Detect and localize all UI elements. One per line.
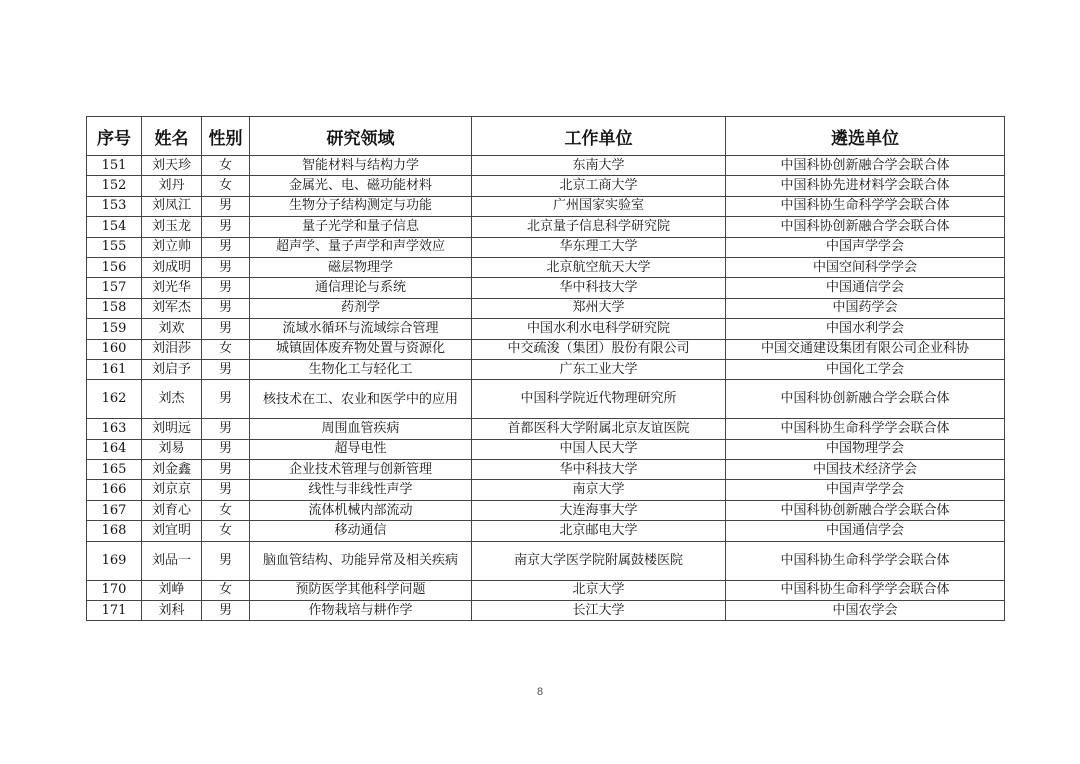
cell-gender: 男 [202,298,250,318]
cell-index: 161 [87,359,142,379]
table-row [87,339,1005,359]
table-row [87,601,1005,621]
header-work-unit: 工作单位 [472,117,726,156]
cell-research-field: 作物栽培与耕作学 [250,601,472,621]
header-name: 姓名 [142,117,202,156]
cell-gender: 男 [202,237,250,257]
cell-selection-unit: 中国药学会 [726,298,1005,318]
cell-index: 168 [87,521,142,541]
cell-gender: 女 [202,339,250,359]
cell-index: 154 [87,217,142,237]
cell-name: 刘育心 [142,500,202,520]
cell-name: 刘成明 [142,257,202,277]
cell-work-unit: 中交疏浚（集团）股份有限公司 [472,339,726,359]
cell-name: 刘科 [142,601,202,621]
table-row [87,541,1005,580]
cell-work-unit: 南京大学医学院附属鼓楼医院 [472,541,726,580]
cell-index: 163 [87,419,142,439]
header-selection-unit: 遴选单位 [726,117,1005,156]
cell-name: 刘京京 [142,480,202,500]
cell-selection-unit: 中国科协创新融合学会联合体 [726,217,1005,237]
cell-research-field: 药剂学 [250,298,472,318]
cell-work-unit: 广东工业大学 [472,359,726,379]
cell-name: 刘峥 [142,580,202,600]
cell-research-field: 量子光学和量子信息 [250,217,472,237]
cell-index: 156 [87,257,142,277]
cell-gender: 男 [202,278,250,298]
cell-gender: 男 [202,541,250,580]
cell-research-field: 生物化工与轻化工 [250,359,472,379]
cell-name: 刘军杰 [142,298,202,318]
cell-selection-unit: 中国通信学会 [726,521,1005,541]
table-header-row [87,117,1005,156]
cell-research-field: 超声学、量子声学和声学效应 [250,237,472,257]
table-body [87,156,1005,621]
cell-research-field: 金属光、电、磁功能材料 [250,176,472,196]
cell-work-unit: 北京量子信息科学研究院 [472,217,726,237]
cell-name: 刘立帅 [142,237,202,257]
cell-gender: 男 [202,319,250,339]
cell-work-unit: 南京大学 [472,480,726,500]
cell-work-unit: 北京邮电大学 [472,521,726,541]
cell-gender: 男 [202,359,250,379]
cell-gender: 女 [202,176,250,196]
cell-name: 刘光华 [142,278,202,298]
cell-index: 155 [87,237,142,257]
cell-gender: 男 [202,257,250,277]
cell-name: 刘易 [142,439,202,459]
cell-work-unit: 北京工商大学 [472,176,726,196]
cell-research-field: 生物分子结构测定与功能 [250,196,472,216]
cell-selection-unit: 中国科协创新融合学会联合体 [726,500,1005,520]
cell-index: 166 [87,480,142,500]
table-row [87,196,1005,216]
cell-gender: 男 [202,439,250,459]
cell-work-unit: 广州国家实验室 [472,196,726,216]
cell-index: 171 [87,601,142,621]
cell-work-unit: 北京大学 [472,580,726,600]
cell-selection-unit: 中国科协先进材料学会联合体 [726,176,1005,196]
cell-name: 刘金鑫 [142,460,202,480]
table-row [87,480,1005,500]
cell-index: 169 [87,541,142,580]
table-row [87,278,1005,298]
table-row [87,380,1005,419]
roster-table [86,116,1005,621]
cell-research-field: 通信理论与系统 [250,278,472,298]
cell-research-field: 城镇固体废弃物处置与资源化 [250,339,472,359]
cell-selection-unit: 中国科协生命科学学会联合体 [726,196,1005,216]
cell-selection-unit: 中国科协生命科学学会联合体 [726,541,1005,580]
cell-index: 170 [87,580,142,600]
cell-research-field: 移动通信 [250,521,472,541]
table-row [87,580,1005,600]
cell-name: 刘杰 [142,380,202,419]
cell-research-field: 磁层物理学 [250,257,472,277]
cell-gender: 男 [202,380,250,419]
table-row [87,500,1005,520]
page-number: 8 [536,686,544,698]
cell-selection-unit: 中国声学学会 [726,237,1005,257]
cell-work-unit: 中国人民大学 [472,439,726,459]
cell-gender: 女 [202,156,250,176]
cell-selection-unit: 中国科协生命科学学会联合体 [726,580,1005,600]
cell-index: 158 [87,298,142,318]
cell-gender: 男 [202,480,250,500]
cell-selection-unit: 中国声学学会 [726,480,1005,500]
cell-name: 刘欢 [142,319,202,339]
cell-index: 160 [87,339,142,359]
cell-research-field: 流域水循环与流域综合管理 [250,319,472,339]
cell-selection-unit: 中国科协创新融合学会联合体 [726,156,1005,176]
table-row [87,460,1005,480]
cell-research-field: 脑血管结构、功能异常及相关疾病 [250,541,472,580]
table-row [87,176,1005,196]
table-row [87,439,1005,459]
table-row [87,156,1005,176]
cell-research-field: 流体机械内部流动 [250,500,472,520]
cell-work-unit: 长江大学 [472,601,726,621]
cell-gender: 男 [202,196,250,216]
cell-index: 159 [87,319,142,339]
cell-selection-unit: 中国通信学会 [726,278,1005,298]
cell-work-unit: 东南大学 [472,156,726,176]
cell-selection-unit: 中国交通建设集团有限公司企业科协 [726,339,1005,359]
cell-selection-unit: 中国科协创新融合学会联合体 [726,380,1005,419]
cell-index: 157 [87,278,142,298]
cell-gender: 女 [202,580,250,600]
table-row [87,257,1005,277]
cell-index: 153 [87,196,142,216]
cell-name: 刘明远 [142,419,202,439]
cell-research-field: 预防医学其他科学问题 [250,580,472,600]
cell-selection-unit: 中国空间科学学会 [726,257,1005,277]
cell-work-unit: 华东理工大学 [472,237,726,257]
cell-work-unit: 大连海事大学 [472,500,726,520]
table-row [87,419,1005,439]
cell-work-unit: 北京航空航天大学 [472,257,726,277]
cell-name: 刘玉龙 [142,217,202,237]
cell-work-unit: 郑州大学 [472,298,726,318]
table-row [87,319,1005,339]
cell-work-unit: 华中科技大学 [472,278,726,298]
cell-index: 167 [87,500,142,520]
header-index: 序号 [87,117,142,156]
cell-name: 刘天珍 [142,156,202,176]
cell-name: 刘品一 [142,541,202,580]
cell-gender: 男 [202,601,250,621]
cell-index: 164 [87,439,142,459]
cell-research-field: 周围血管疾病 [250,419,472,439]
cell-selection-unit: 中国技术经济学会 [726,460,1005,480]
table-row [87,237,1005,257]
cell-gender: 男 [202,217,250,237]
cell-work-unit: 首都医科大学附属北京友谊医院 [472,419,726,439]
table-row [87,217,1005,237]
cell-name: 刘宜明 [142,521,202,541]
cell-name: 刘泪莎 [142,339,202,359]
cell-index: 165 [87,460,142,480]
cell-index: 151 [87,156,142,176]
cell-name: 刘启予 [142,359,202,379]
cell-research-field: 智能材料与结构力学 [250,156,472,176]
cell-research-field: 企业技术管理与创新管理 [250,460,472,480]
cell-selection-unit: 中国科协生命科学学会联合体 [726,419,1005,439]
cell-name: 刘凤江 [142,196,202,216]
header-research-field: 研究领域 [250,117,472,156]
header-gender: 性别 [202,117,250,156]
cell-selection-unit: 中国物理学会 [726,439,1005,459]
cell-gender: 男 [202,460,250,480]
cell-gender: 女 [202,521,250,541]
cell-research-field: 超导电性 [250,439,472,459]
cell-research-field: 线性与非线性声学 [250,480,472,500]
table-row [87,359,1005,379]
cell-work-unit: 中国水利水电科学研究院 [472,319,726,339]
cell-selection-unit: 中国农学会 [726,601,1005,621]
cell-selection-unit: 中国化工学会 [726,359,1005,379]
cell-gender: 男 [202,419,250,439]
cell-name: 刘丹 [142,176,202,196]
table-row [87,298,1005,318]
cell-work-unit: 中国科学院近代物理研究所 [472,380,726,419]
cell-work-unit: 华中科技大学 [472,460,726,480]
table-row [87,521,1005,541]
cell-index: 152 [87,176,142,196]
cell-selection-unit: 中国水利学会 [726,319,1005,339]
cell-index: 162 [87,380,142,419]
cell-research-field: 核技术在工、农业和医学中的应用 [250,380,472,419]
cell-gender: 女 [202,500,250,520]
